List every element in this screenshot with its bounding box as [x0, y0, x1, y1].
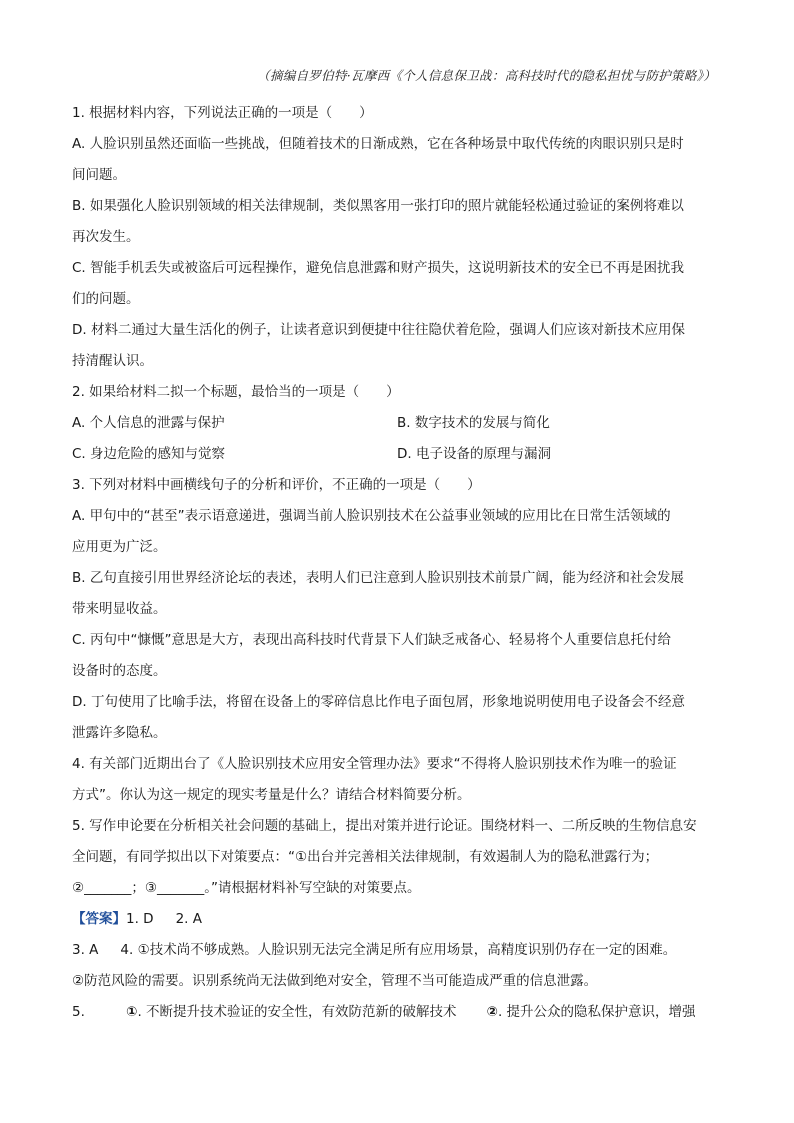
answer-q5-point1-marker: ① — [126, 1004, 138, 1020]
q4-stem-cont: 方式”。你认为这一规定的现实考量是什么？请结合材料简要分析。 — [72, 787, 471, 803]
answer-q5-point2-marker: ② — [486, 1004, 498, 1020]
answer-q5-number: 5. — [72, 1004, 85, 1020]
q2-option-a: A. 个人信息的泄露与保护 — [72, 415, 225, 431]
q2-options-row-1 — [72, 408, 722, 439]
q1-option-c-cont: 们的问题。 — [72, 291, 140, 307]
q1-option-d-cont: 持清醒认识。 — [72, 353, 153, 369]
q3-option-d: D. 丁句使用了比喻手法，将留在设备上的零碎信息比作电子面包屑，形象地说明使用电子设备会不经意 — [72, 694, 685, 710]
q5-stem: 5. 写作申论要在分析相关社会问题的基础上，提出对策并进行论证。围绕材料一、二所反映的生物信息安 — [72, 818, 697, 834]
q1-option-b: B. 如果强化人脸识别领域的相关法律规制，类似黑客用一张打印的照片就能轻松通过验证的案例将难以 — [72, 198, 684, 214]
answer-q5-point2: . 提升公众的隐私保护意识，增强 — [497, 1004, 696, 1020]
source-citation: （摘编自罗伯特·瓦摩西《个人信息保卫战：高科技时代的隐私担忧与防护策略》） — [257, 68, 716, 83]
q3-option-a-cont: 应用更为广泛。 — [72, 539, 167, 555]
q2-option-d: D. 电子设备的原理与漏洞 — [397, 446, 551, 462]
q2-options-row-2 — [72, 439, 722, 470]
q5-stem-cont-2: ②_______；③_______。”请根据材料补写空缺的对策要点。 — [72, 880, 421, 896]
q1-option-d: D. 材料二通过大量生活化的例子，让读者意识到便捷中往往隐伏着危险，强调人们应该对新技术应用保 — [72, 322, 685, 338]
q3-option-d-cont: 泄露许多隐私。 — [72, 725, 167, 741]
answer-tag: 【答案】 — [72, 911, 126, 927]
answer-q1: 1. D — [126, 911, 154, 927]
answer-q4-line1: 4. ①技术尚不够成熟。人脸识别无法完全满足所有应用场景，高精度识别仍存在一定的困难。 — [120, 942, 677, 958]
q3-option-b: B. 乙句直接引用世界经济论坛的表述，表明人们已注意到人脸识别技术前景广阔，能为经济和社会发展 — [72, 570, 684, 586]
answer-q5-point1: . 不断提升技术验证的安全性，有效防范新的破解技术 — [137, 1004, 457, 1020]
q3-option-c-cont: 设备时的态度。 — [72, 663, 167, 679]
q1-option-a-cont: 间问题。 — [72, 167, 126, 183]
q3-option-a: A. 甲句中的“甚至”表示语意递进，强调当前人脸识别技术在公益事业领域的应用比在日常生活领域的 — [72, 508, 671, 524]
q1-option-b-cont: 再次发生。 — [72, 229, 140, 245]
q1-option-c: C. 智能手机丢失或被盗后可远程操作，避免信息泄露和财产损失，这说明新技术的安全已不再是困扰我 — [72, 260, 685, 276]
q3-option-b-cont: 带来明显收益。 — [72, 601, 167, 617]
q2-option-b: B. 数字技术的发展与简化 — [397, 415, 550, 431]
answer-row-2 — [72, 935, 722, 966]
question-content — [72, 98, 722, 1028]
q1-option-a: A. 人脸识别虽然还面临一些挑战，但随着技术的日渐成熟，它在各种场景中取代传统的肉眼识别只是时 — [72, 136, 684, 152]
q3-stem: 3. 下列对材料中画横线句子的分析和评价，不正确的一项是（ ） — [72, 477, 481, 493]
q1-stem: 1. 根据材料内容，下列说法正确的一项是（ ） — [72, 105, 373, 121]
answer-q2: 2. A — [175, 911, 202, 927]
q2-stem: 2. 如果给材料二拟一个标题，最恰当的一项是（ ） — [72, 384, 400, 400]
q3-option-c: C. 丙句中“慷慨”意思是大方，表现出高科技时代背景下人们缺乏戒备心、轻易将个人重要信息托付给 — [72, 632, 671, 648]
answer-row-5 — [72, 997, 722, 1028]
q5-stem-cont: 全问题，有同学拟出以下对策要点：“①出台并完善相关法律规制，有效遏制人为的隐私泄露行为； — [72, 849, 659, 865]
q4-stem: 4. 有关部门近期出台了《人脸识别技术应用安全管理办法》要求“不得将人脸识别技术作为唯一的验证 — [72, 756, 677, 772]
answer-q4-line2: ②防范风险的需要。识别系统尚无法做到绝对安全，管理不当可能造成严重的信息泄露。 — [72, 973, 598, 989]
q2-option-c: C. 身边危险的感知与觉察 — [72, 446, 226, 462]
answer-q3: 3. A — [72, 942, 99, 958]
answer-row-1 — [72, 904, 722, 935]
